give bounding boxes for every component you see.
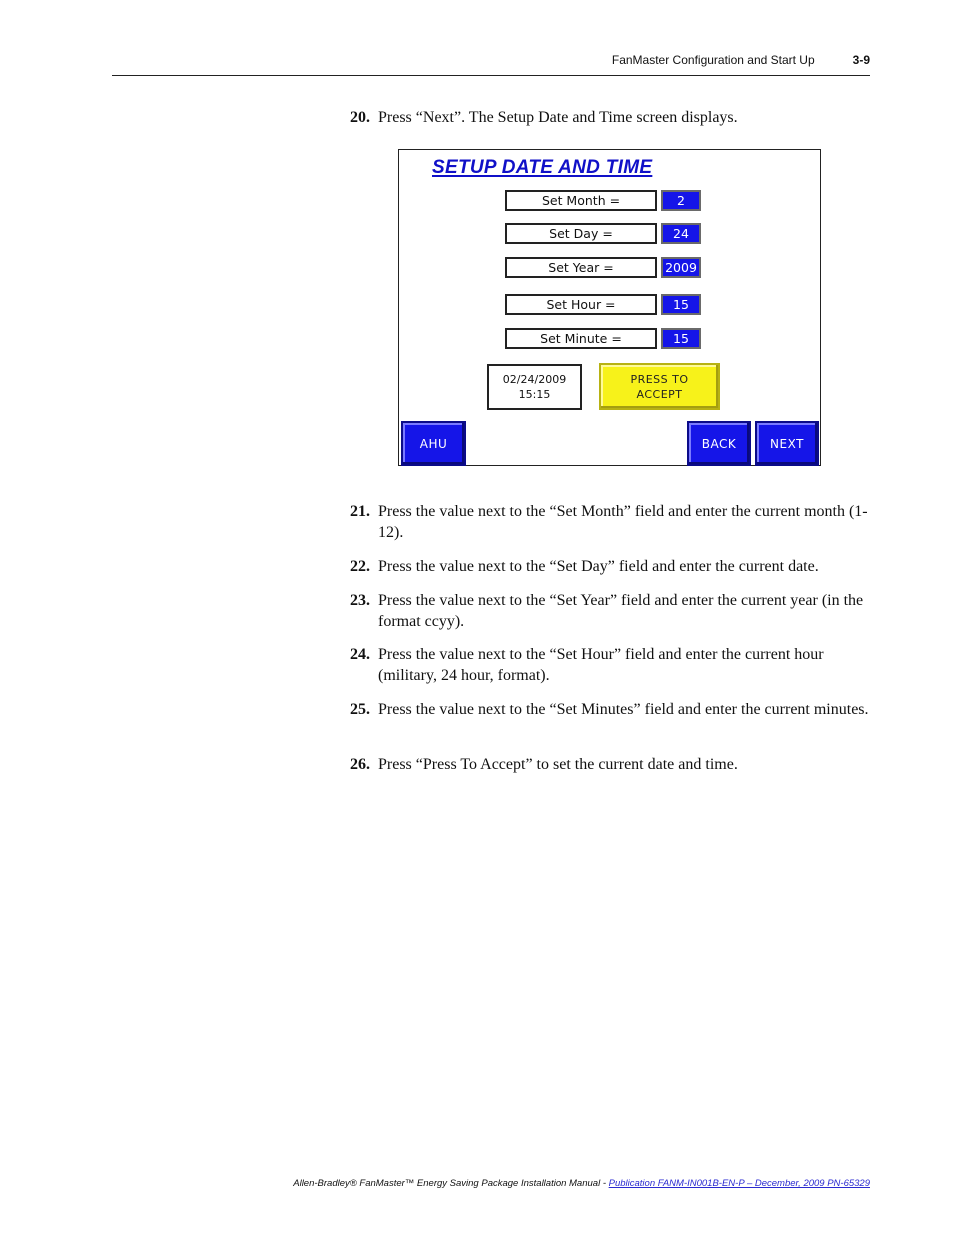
step-text: Press the value next to the “Set Month” field and enter the current month (1-12).: [378, 503, 868, 541]
step-25: [350, 700, 870, 721]
step-number: 22.: [350, 558, 370, 575]
step-20: [350, 108, 870, 129]
page-number: 3-9: [852, 53, 870, 67]
step-number: 21.: [350, 503, 370, 520]
set-month-label: Set Month =: [505, 190, 657, 211]
set-year-label: Set Year =: [505, 257, 657, 278]
set-year-value[interactable]: 2009: [661, 257, 701, 278]
set-month-value[interactable]: 2: [661, 190, 701, 211]
hmi-field-month: [505, 190, 701, 211]
footer-text: Allen-Bradley® FanMaster™ Energy Saving Package Installation Manual -: [293, 1178, 609, 1189]
step-26: [350, 755, 870, 776]
next-button[interactable]: NEXT: [755, 421, 819, 466]
accept-label-line2: ACCEPT: [636, 387, 683, 401]
hmi-setup-date-time-screen: [398, 149, 821, 466]
hmi-screen-title: SETUP DATE AND TIME: [432, 157, 653, 178]
step-text: Press the value next to the “Set Hour” field and enter the current hour (military, 24 hour, format).: [378, 646, 824, 684]
accept-label-line1: PRESS TO: [630, 372, 689, 386]
step-text: Press “Next”. The Setup Date and Time screen displays.: [378, 109, 738, 126]
step-text: Press “Press To Accept” to set the current date and time.: [378, 756, 738, 773]
running-header: [612, 53, 870, 67]
publication-link[interactable]: Publication FANM-IN001B-EN-P – December, 2009 PN-65329: [608, 1178, 870, 1189]
set-day-value[interactable]: 24: [661, 223, 701, 244]
step-21: [350, 502, 870, 543]
set-minute-label: Set Minute =: [505, 328, 657, 349]
hmi-field-hour: [505, 294, 701, 315]
page-footer: [293, 1178, 870, 1189]
hmi-field-year: [505, 257, 701, 278]
hmi-field-day: [505, 223, 701, 244]
hmi-field-minute: [505, 328, 701, 349]
step-number: 26.: [350, 756, 370, 773]
step-22: [350, 557, 870, 578]
step-text: Press the value next to the “Set Day” field and enter the current date.: [378, 558, 819, 575]
step-text: Press the value next to the “Set Year” field and enter the current year (in the format ccyy).: [378, 592, 864, 630]
step-24: [350, 645, 870, 686]
current-date: 02/24/2009: [502, 373, 567, 386]
step-number: 23.: [350, 592, 370, 609]
step-23: [350, 591, 870, 632]
step-text: Press the value next to the “Set Minutes” field and enter the current minutes.: [378, 701, 869, 718]
current-datetime-display: [487, 364, 582, 410]
header-rule: [112, 75, 870, 76]
set-minute-value[interactable]: 15: [661, 328, 701, 349]
step-number: 24.: [350, 646, 370, 663]
set-hour-label: Set Hour =: [505, 294, 657, 315]
section-title: FanMaster Configuration and Start Up: [611, 53, 815, 67]
ahu-button[interactable]: AHU: [401, 421, 466, 466]
set-hour-value[interactable]: 15: [661, 294, 701, 315]
back-button[interactable]: BACK: [687, 421, 751, 466]
current-time: 15:15: [518, 388, 551, 401]
step-number: 25.: [350, 701, 370, 718]
set-day-label: Set Day =: [505, 223, 657, 244]
step-number: 20.: [350, 109, 370, 126]
press-to-accept-button[interactable]: [599, 363, 720, 410]
